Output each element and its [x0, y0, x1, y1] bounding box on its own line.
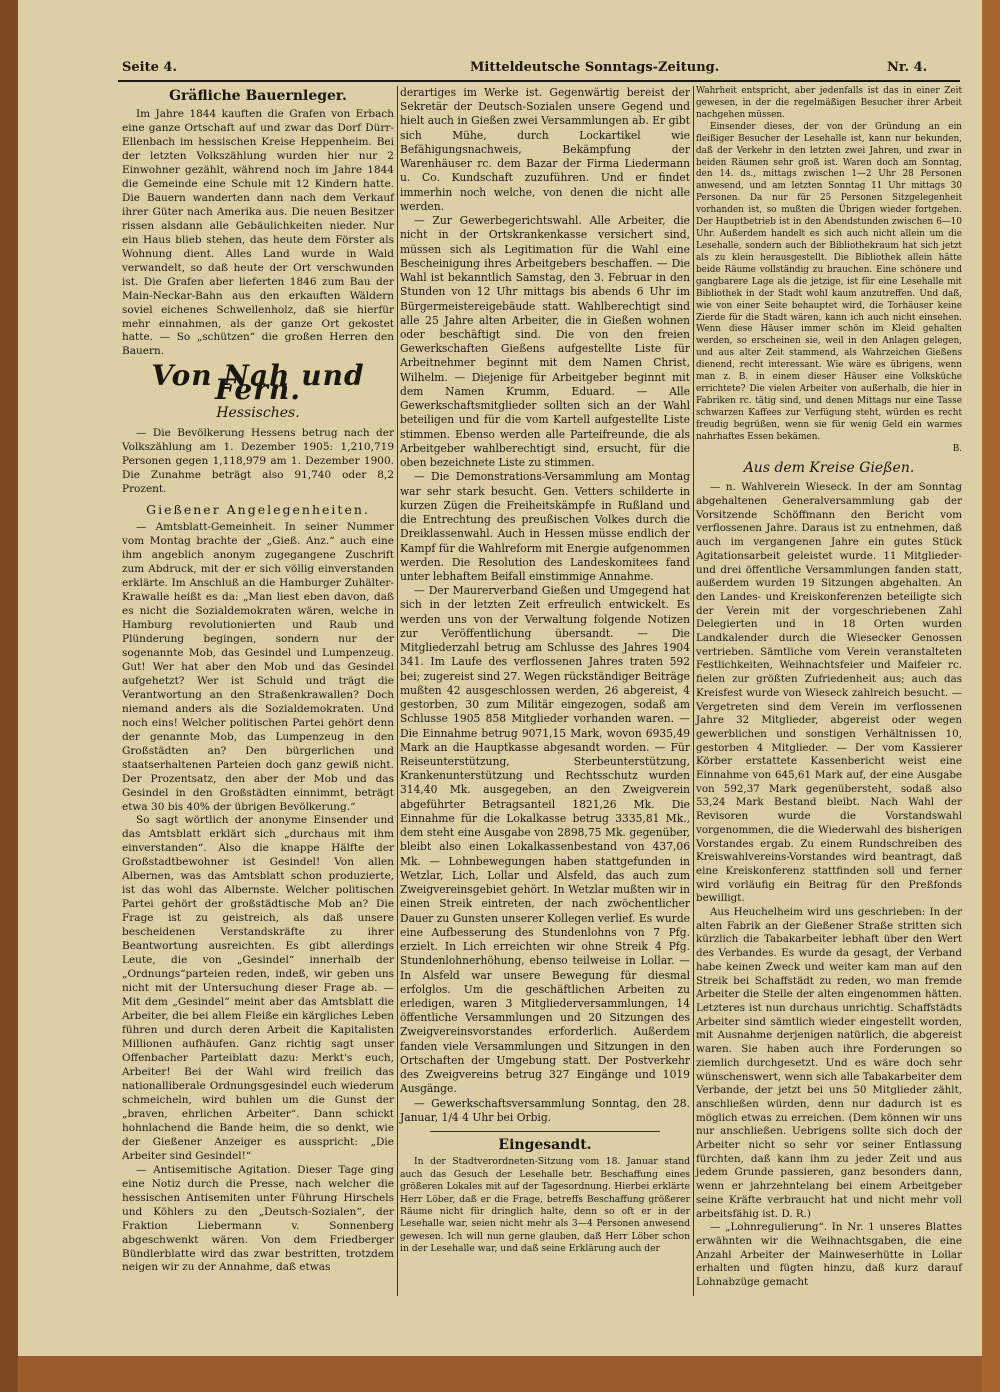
signature: B.	[952, 443, 962, 454]
header-rule	[118, 80, 960, 82]
subsection-heading: Gießener Angelegenheiten.	[146, 502, 370, 518]
divider	[430, 1131, 660, 1132]
subsection-heading: Hessisches.	[216, 405, 300, 422]
column-3	[696, 86, 962, 1290]
article-paragraph: — n. Wahlverein Wieseck. In der am Sonntag abgehaltenen Generalversammlung gab der Vorsitzende Schöffmann den Bericht vom verflossenen Jahre. Daraus ist zu entnehmen, daß auch im vergangenen Jahre ein gutes Stück Agitationsarbeit geleistet wurde. 11 Mitglieder- und drei öffentliche Versammlungen fanden statt, außerdem wurden 19 Sitzungen abgehalten. An den Landes- und Kreiskonferenzen beteiligte sich der Verein mit der vorgeschriebenen Zahl Delegierten und in 18 Orten wurden Landkalender durch die Wiesecker Genossen vertrieben. Sämtliche vom Verein veranstalteten Festlichkeiten, Weihnachtsfeier und Maifeier rc. fielen zur größten Zufriedenheit aus; auch das Kreisfest wurde von Wieseck zahlreich besucht. — Vergetreten sind dem Verein im verflossenen Jahre 32 Mitglieder, abgereist oder wegen gewerblichen und sonstigen Verhältnissen 10, gestorben 4 Mitglieder. — Der vom Kassierer Körber erstattete Kassenbericht weist eine Einnahme von 645,61 Mark auf, der eine Ausgabe von 592,37 Mark gegenübersteht, sodaß also 53,24 Mark Bestand bleibt. Nach Wahl der Revisoren wurde die Vorstandswahl vorgenommen, die die Wiederwahl des bisherigen Vorstandes ergab. Zu einem Rundschreiben des Kreiswahlvereins-Vorstandes wird beantragt, daß eine Kreiskonferenz stattfinden soll und ferner wird vorläufig ein Beitrag für den Preßfonds bewilligt.	[696, 481, 962, 905]
article-paragraph: In der Stadtverordneten-Sitzung vom 18. Januar stand auch das Gesuch der Lesehalle betr. Beschaffung eines größeren Lokales mit auf der Tagesordnung. Hierbei erklärte Herr Löber, daß er die Frage, betreffs Beschaffung größerer Räume nicht für dringlich halte, denn so oft er in der Lesehalle war, seien nicht mehr als 3—4 Personen anwesend gewesen. Ich will nun gerne glauben, daß Herr Löber schon in der Lesehalle war, und daß seine Erklärung auch der	[400, 1156, 690, 1255]
column-divider	[397, 86, 398, 1296]
page-bottom-edge	[18, 1356, 982, 1392]
article-paragraph: derartiges im Werke ist. Gegenwärtig bereist der Sekretär der Deutsch-Sozialen unsere Gegend und hielt auch in Gießen zwei Versammlungen ab. Er gibt sich Mühe, durch Lockartikel wie Befähigungsnachweis, Bekämpfung der Warenhäuser rc. dem Bazar der Firma Liedermann u. Co. Kundschaft zuzuführen. Und er findet immerhin noch welche, von denen die nicht alle werden.	[400, 86, 690, 213]
section-title: Von Nah und Fern.	[151, 359, 365, 407]
article-paragraph: So sagt wörtlich der anonyme Einsender und das Amtsblatt erklärt sich „durchaus mit ihm einverstanden“. Also die knappe Hälfte der Großstadtbewohner ist Gesindel! Von allen Albernen, was das Amtsblatt schon produzierte, ist das wohl das Albernste. Welcher politischen Partei gehört der großstädtische Mob an? Die Frage ist zu geistreich, als daß unsere bescheidenen Verstandskräfte zu ihrer Beantwortung ausreichten. Es gibt allerdings Leute, die von „Gesindel“ innerhalb der „Ordnungs“parteien reden, indeß, wir geben uns nicht mit der Untersuchung dieser Frage ab. — Mit dem „Gesindel“ meint aber das Amtsblatt die Arbeiter, die bei allem Fleiße ein kärgliches Leben führen und durch deren Arbeit die Kapitalisten Millionen aufhäufen. Ganz richtig sagt unser Offenbacher Parteiblatt dazu: Merkt's euch, Arbeiter! Bei der Wahl wird freilich das nationalliberale Ordnungsgesindel euch wiederum schmeicheln, wird buhlen um die Gunst der „braven, ehrlichen Arbeiter“. Dann schickt hohnlachend die Bande heim, die so denkt, wie der Gießener Anzeiger es ausspricht: „Die Arbeiter sind Gesindel!“	[122, 814, 394, 1162]
article-paragraph: Einsender dieses, der von der Gründung an ein fleißiger Besucher der Lesehalle ist, kann nur bekunden, daß der Verkehr in den letzten zwei Jahren, und zwar in beiden Räumen sehr groß ist. Waren doch am Sonntag, den 14. ds., mittags zwischen 1—2 Uhr 28 Personen anwesend, und am letzten Sonntag 11 Uhr mittags 30 Personen. Da nur für 25 Personen Sitzgelegenheit vorhanden ist, so mußten die Übrigen wieder fortgehen. Der Hauptbetrieb ist in den Abendstunden zwischen 6—10 Uhr. Außerdem handelt es sich auch nicht allein um die Lesehalle, sondern auch der Bibliothekraum hat sich jetzt als zu klein herausgestellt. Die Bibliothek allein hätte beide Räume vollständig zu brauchen. Eine schönere und gangbarere Lage als die jetzige, ist für eine Lesehalle mit Bibliothek in der Stadt wohl kaum anzutreffen. Und daß, wie von einer Seite behauptet wird, die Torhäuser keine Zierde für die Stadt wären, kann ich auch nicht einsehen. Wenn diese Häuser immer schön im Kleid gehalten werden, so erscheinen sie, weil in den Anlagen gelegen, und aus alter Zeit stammend, als Wahrzeichen Gießens dienend, recht interessant. Wie wäre es übrigens, wenn man z. B. in einem dieser Häuser eine Volksküche errichtete? Die vielen Arbeiter von außerhalb, die hier in Fabriken rc. tätig sind, und denen Mittags nur eine Tasse schwarzen Kaffees zur Verfügung steht, würden es recht freudig begrüßen, wenn sie für wenig Geld ein warmes nahrhaftes Essen bekämen.	[696, 121, 962, 442]
article-paragraph: Im Jahre 1844 kauften die Grafen von Erbach eine ganze Ortschaft auf und zwar das Dorf Dürr-Ellenbach im hessischen Kreise Heppenheim. Bei der letzten Volkszählung wurden hier nur 2 Einwohner gezählt, während noch im Jahre 1844 die Gemeinde eine Schule mit 12 Kindern hatte. Die Bauern wanderten dann nach dem Verkauf ihrer Güter nach Amerika aus. Die neuen Besitzer rissen alsdann alle Gebäulichkeiten nieder. Nur ein Haus blieb stehen, das heute dem Förster als Wohnung dient. Alles Land wurde in Wald verwandelt, so daß heute der Ort verschwunden ist. Die Grafen aber lieferten 1846 zum Bau der Main-Neckar-Bahn aus den erkauften Wäldern soviel eichenes Schwellenholz, daß sie hierfür mehr einnahmen, als der ganze Ort gekostet hatte. — So „schützen“ die großen Herren den Bauern.	[122, 107, 394, 358]
article-paragraph: Aus Heuchelheim wird uns geschrieben: In der alten Fabrik an der Gießener Straße stritten sich kürzlich die Tabakarbeiter lebhaft über den Wert des Verbandes. Es wurde da gesagt, der Verband habe keinen Zweck und weiter kam man auf den Streik bei Schaffstädt zu reden, wo man fremde Arbeiter die Stelle der alten eingenommen hätten. Letzteres ist nun durchaus unrichtig. Schaffstädts Arbeiter sind sämtlich wieder eingestellt worden, mit Ausnahme derjenigen natürlich, die abgereist waren. Sie haben auch ihre Forderungen so ziemlich durchgesetzt. Und es wäre doch sehr wünschenswert, wenn sich alle Tabakarbeiter dem Verbande, der jetzt bei uns 50 Mitglieder zählt, anschließen würden, denn nur dadurch ist es möglich etwas zu erreichen. (Dem können wir uns nur anschließen. Uebrigens sollte sich doch der Arbeiter nicht so sehr vor seiner Entlassung fürchten, daß kann ihm zu jeder Zeit und aus jedem Grunde passieren, ganz besonders dann, wenn er jahrzehntelang bei einem Arbeitgeber seine Kräfte verbraucht hat und nicht mehr voll arbeitsfähig ist. D. R.)	[696, 906, 962, 1220]
subsection-heading: Aus dem Kreise Gießen.	[743, 459, 915, 476]
newspaper-title: Mitteldeutsche Sonntags-Zeitung.	[470, 60, 720, 75]
article-paragraph: — Die Bevölkerung Hessens betrug nach der Volkszählung am 1. Dezember 1905: 1,210,719 Personen gegen 1,118,979 am 1. Dezember 1900. Die Zunahme beträgt also 91,740 oder 8,2 Prozent.	[122, 427, 394, 496]
column-1	[122, 86, 394, 1275]
article-heading: Gräfliche Bauernleger.	[169, 88, 347, 104]
book-binding	[0, 0, 18, 1392]
article-paragraph: — Gewerkschaftsversammlung Sonntag, den 28. Januar, 1/4 4 Uhr bei Orbig.	[400, 1096, 690, 1124]
page-edge	[982, 0, 1000, 1392]
article-paragraph: — „Lohnregulierung“. In Nr. 1 unseres Blattes erwähnten wir die Weihnachtsgaben, die eine Anzahl Arbeiter der Mainweserhütte in Lollar erhalten und fügten hinzu, daß kurz darauf Lohnabzüge gemacht	[696, 1221, 962, 1289]
article-paragraph: — Zur Gewerbegerichtswahl. Alle Arbeiter, die nicht in der Ortskrankenkasse versichert sind, müssen sich als Legitimation für die Wahl eine Bescheinigung ihres Arbeitgebers beschaffen. — Die Wahl ist bekanntlich Samstag, den 3. Februar in den Stunden von 12 Uhr mittags bis abends 6 Uhr im Bürgermeistereigebäude statt. Wahlberechtigt sind alle 25 Jahre alten Arbeiter, die in Gießen wohnen oder beschäftigt sind. Die von den freien Gewerkschaften Gießens aufgestellte Liste für Arbeitnehmer beginnt mit dem Namen Christ, Wilhelm. — Diejenige für Arbeitgeber beginnt mit dem Namen Krumm, Eduard. — Alle Gewerkschaftsmitglieder sollten sich an der Wahl beteiligen und für die vom Kartell aufgestellte Liste stimmen. Ebenso werden alle Parteifreunde, die als Arbeitgeber wahlberechtigt sind, ersucht, für die oben bezeichnete Liste zu stimmen.	[400, 214, 690, 470]
article-heading: Eingesandt.	[498, 1137, 592, 1154]
article-paragraph: Wahrheit entspricht, aber jedenfalls ist das in einer Zeit gewesen, in der die regelmäßigen Besucher ihrer Arbeit nachgehen müssen.	[696, 86, 962, 120]
article-paragraph: — Der Maurerverband Gießen und Umgegend hat sich in der letzten Zeit erfreulich entwickelt. Es werden uns von der Verwaltung folgende Notizen zur Veröffentlichung übersandt. — Die Mitgliederzahl betrug am Schlusse des Jahres 1904 341. Im Laufe des verflossenen Jahres traten 592 bei; zugereist sind 27. Wegen rückständiger Beiträge mußten 42 ausgeschlossen werden, 26 abgereist, 4 gestorben, 30 zum Militär eingezogen, sodaß am Schlusse 1905 858 Mitglieder vorhanden waren. — Die Einnahme betrug 9071,15 Mark, wovon 6935,49 Mark an die Hauptkasse abgesandt worden. — Für Reiseunterstützung, Sterbeunterstützung, Krankenunterstützung und Rechtsschutz wurden 314,40 Mk. ausgegeben, an den Zweigverein abgeführter Betragsanteil 1821,26 Mk. Die Einnahme für die Lokalkasse betrug 3335,81 Mk., dem steht eine Ausgabe von 2898,75 Mk. gegenüber, bleibt also einen Lokalkassenbestand von 437,06 Mk. — Lohnbewegungen haben stattgefunden in Wetzlar, Lich, Lollar und Alsfeld, das auch zum Zweigvereinsgebiet gehört. In Wetzlar mußten wir in einen Streik eintreten, der nach zwöchentlicher Dauer zu Gunsten unserer Kollegen verlief. Es wurde eine Aufbesserung des Stundenlohns von 7 Pfg. erzielt. In Lich erreichten wir ohne Streik 4 Pfg. Stundenlohnerhöhung, ebenso teilweise in Lollar. — In Alsfeld war unsere Bewegung für diesmal erfolglos. Um die geschäftlichen Arbeiten zu erledigen, waren 3 Mitgliederversammlungen, 14 öffentliche Versammlungen und 20 Sitzungen des Zweigvereinsvorstandes erforderlich. Außerdem fanden viele Versammlungen und Sitzungen in den Ortschaften der Umgebung statt. Der Postverkehr des Zweigvereins betrug 327 Eingänge und 1019 Ausgänge.	[400, 584, 690, 1096]
issue-number: Nr. 4.	[887, 60, 928, 75]
column-2	[400, 86, 690, 1255]
article-paragraph: — Antisemitische Agitation. Dieser Tage ging eine Notiz durch die Presse, nach welcher die hessischen Antisemiten unter Führung Hirschels und Köhlers zu den „Deutsch-Sozialen“, der Fraktion Liebermann v. Sonnenberg abgeschwenkt wären. Von dem Friedberger Bündlerblatte wird das zwar bestritten, trotzdem neigen wir zu der Annahme, daß etwas	[122, 1163, 394, 1274]
column-divider	[693, 86, 694, 1296]
article-paragraph: — Die Demonstrations-Versammlung am Montag war sehr stark besucht. Gen. Vetters schilderte in kurzen Zügen die Freiheitskämpfe in Rußland und die Entrechtung des preußischen Volkes durch die Dreiklassenwahl. Auch in Hessen müsse endlich der Kampf für die Wahlreform mit Energie aufgenommen werden. Die Resolution des Landeskomitees fand unter lebhaftem Beifall einstimmige Annahme.	[400, 470, 690, 583]
page-number: Seite 4.	[122, 60, 177, 75]
article-paragraph: — Amtsblatt-Gemeinheit. In seiner Nummer vom Montag brachte der „Gieß. Anz.“ auch eine ihm angeblich anonym zugegangene Zuschrift zum Abdruck, mit der er sich völlig einverstanden erklärte. Im Anschluß an die Hamburger Zuhälter-Krawalle heißt es da: „Man liest eben davon, daß es nicht die Sozialdemokraten wären, welche in Hamburg revolutionierten und Raub und Plünderung begingen, sondern nur der sogenannte Mob, das Gesindel und Lumpenzeug. Gut! Wer hat aber den Mob und das Gesindel aufgehetzt? Wer ist Schuld und trägt die Verantwortung an den Straßenkrawallen? Doch niemand anders als die Sozialdemokraten. Und noch eins! Welcher politischen Partei gehört denn der genannte Mob, das Lumpenzeug in den Großstädten an? Den bürgerlichen und staatserhaltenen Parteien doch ganz gewiß nicht. Der Prozentsatz, den aber der Mob und das Gesindel in den Großstädten einnimmt, beträgt etwa 30 bis 40% der übrigen Bevölkerung.“	[122, 521, 394, 813]
